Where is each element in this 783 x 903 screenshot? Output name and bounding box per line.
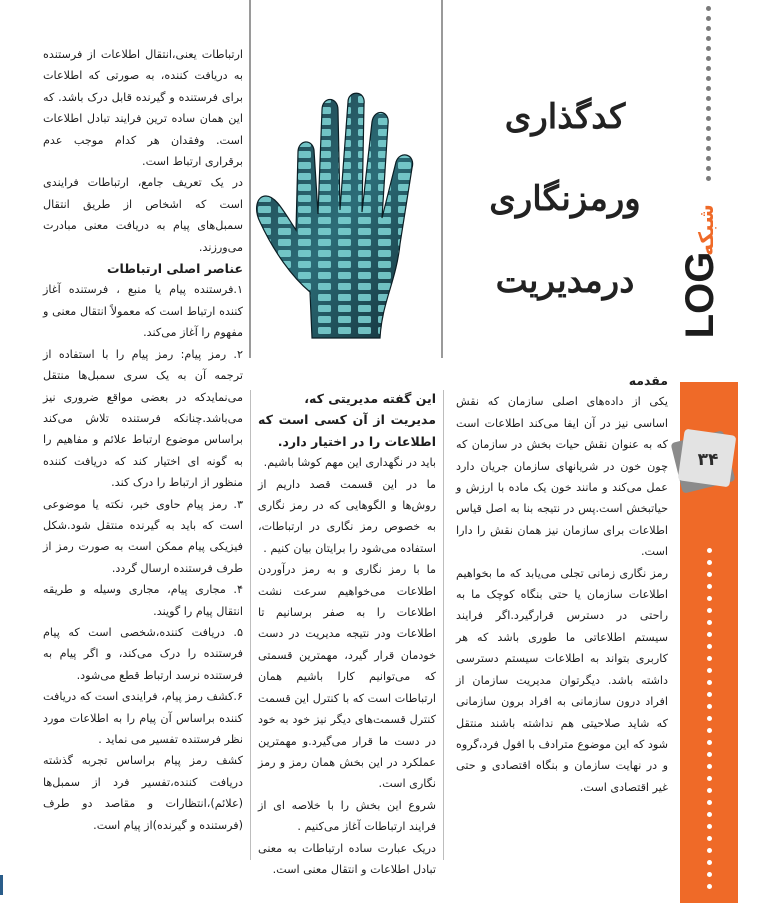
- keypad-key: [298, 206, 311, 213]
- keypad-key: [338, 327, 351, 334]
- keypad-key: [278, 294, 291, 301]
- decorative-dots: [703, 0, 713, 195]
- keypad-key: [278, 173, 291, 180]
- decorative-dot: [707, 740, 712, 745]
- decorative-dot: [707, 644, 712, 649]
- keypad-key: [358, 250, 371, 257]
- logo-persian-text: شبکه: [694, 204, 718, 256]
- keypad-key: [258, 250, 271, 257]
- keypad-key: [318, 140, 331, 147]
- title-line-1: کدگذاری: [504, 97, 626, 137]
- keypad-key: [298, 173, 311, 180]
- keypad-key: [258, 151, 271, 158]
- keypad-key: [418, 151, 431, 158]
- keypad-key: [318, 305, 331, 312]
- keypad-key: [298, 184, 311, 191]
- keypad-key: [378, 162, 391, 169]
- decorative-dot: [706, 136, 711, 141]
- decorative-dot: [706, 126, 711, 131]
- decorative-dot: [706, 96, 711, 101]
- keypad-key: [358, 283, 371, 290]
- decorative-dot: [707, 872, 712, 877]
- keypad-key: [378, 250, 391, 257]
- decorative-dot: [707, 764, 712, 769]
- keypad-key: [378, 228, 391, 235]
- keypad-key: [298, 250, 311, 257]
- keypad-key: [338, 250, 351, 257]
- paragraph: شروع این بخش را با خلاصه ای از فرایند ارتباطات آغاز می‌کنیم .: [258, 798, 436, 834]
- keypad-key: [378, 96, 391, 103]
- keypad-key: [278, 107, 291, 114]
- decorative-dot: [707, 548, 712, 553]
- keypad-key: [398, 107, 411, 114]
- keypad-key: [318, 107, 331, 114]
- keypad-key: [318, 239, 331, 246]
- keypad-key: [298, 129, 311, 136]
- paragraph: در یک تعریف جامع، ارتباطات فرایندی است که اشخاص از طریق انتقال سمبل‌های پیام به دریافت معنی مبادرت می‌ورزند.: [43, 176, 243, 254]
- keypad-key: [298, 118, 311, 125]
- keypad-key: [298, 107, 311, 114]
- keypad-key: [378, 272, 391, 279]
- keypad-key: [398, 250, 411, 257]
- keypad-key: [418, 206, 431, 213]
- column-divider: [249, 0, 251, 358]
- keypad-key: [318, 195, 331, 202]
- keypad-key: [418, 294, 431, 301]
- paragraph: ما در این قسمت قصد داریم از روش‌ها و الگوهایی که در رمز نگاری به خصوص رمز نگاری در ارتباطات، استفاده می‌شود را برایتان بیان کنیم .: [258, 477, 436, 555]
- decorative-dot: [707, 812, 712, 817]
- keypad-key: [378, 151, 391, 158]
- keypad-key: [298, 162, 311, 169]
- keypad-key: [378, 195, 391, 202]
- keypad-key: [278, 129, 291, 136]
- decorative-dot: [707, 668, 712, 673]
- keypad-key: [338, 129, 351, 136]
- decorative-dot: [707, 836, 712, 841]
- keypad-key: [318, 283, 331, 290]
- keypad-key: [318, 250, 331, 257]
- decorative-dot: [707, 680, 712, 685]
- keypad-key: [338, 107, 351, 114]
- keypad-key: [358, 162, 371, 169]
- keypad-key: [258, 96, 271, 103]
- strip-dots: [704, 548, 714, 898]
- keypad-key: [278, 118, 291, 125]
- keypad-key: [318, 206, 331, 213]
- keypad-key: [258, 272, 271, 279]
- keypad-key: [258, 261, 271, 268]
- keypad-key: [358, 129, 371, 136]
- keypad-key: [418, 283, 431, 290]
- paragraph: ۳. رمز پیام حاوی خبر، نکته یا موضوعی است که باید به گیرنده منتقل شود.شکل فیزیکی پیام ممکن است به صورت رمز از طرف فرستنده ارسال گردد.: [43, 497, 243, 575]
- decorative-dot: [707, 608, 712, 613]
- keypad-key: [338, 316, 351, 323]
- keypad-key: [338, 283, 351, 290]
- keypad-key: [358, 305, 371, 312]
- keypad-key: [358, 316, 371, 323]
- keypad-key: [258, 184, 271, 191]
- keypad-key: [258, 283, 271, 290]
- keypad-key: [418, 261, 431, 268]
- keypad-key: [378, 261, 391, 268]
- keypad-key: [378, 283, 391, 290]
- keypad-key: [378, 239, 391, 246]
- keypad-key: [418, 250, 431, 257]
- keypad-key: [398, 327, 411, 334]
- keypad-key: [298, 261, 311, 268]
- keypad-key: [338, 118, 351, 125]
- keypad-key: [358, 217, 371, 224]
- keypad-key: [318, 217, 331, 224]
- keypad-key: [318, 184, 331, 191]
- decorative-dot: [706, 176, 711, 181]
- paragraph: کشف رمز پیام براساس تجربه گذشته دریافت کننده،تفسیر فرد از سمبل‌ها (علائم)،انتظارات و مقاصد دو طرف (فرستنده و گیرنده)از پیام است.: [43, 754, 243, 832]
- section-heading: عناصر اصلی ارتباطات: [106, 261, 243, 277]
- keypad-key: [418, 228, 431, 235]
- keypad-key: [258, 129, 271, 136]
- keypad-key: [298, 195, 311, 202]
- keypad-key: [338, 162, 351, 169]
- keypad-key: [358, 206, 371, 213]
- keypad-key: [278, 327, 291, 334]
- keypad-key: [418, 239, 431, 246]
- keypad-key: [318, 228, 331, 235]
- keypad-key: [298, 239, 311, 246]
- paragraph: ۲. رمز پیام: رمز پیام را با استفاده از ترجمه آن به یک سری سمبل‌ها منتقل می‌نمایدکه در بعضی مواقع ضروری نیز می‌باشد.چنانکه فرستنده تلاش می‌کند براساس موضوع ارتباط علائم و مفاهیم را به گونه ای اختیار کند که دریافت کننده منظور از ارتباط را درک کند.: [43, 347, 243, 490]
- decorative-dot: [706, 156, 711, 161]
- decorative-dot: [706, 56, 711, 61]
- keypad-key: [278, 316, 291, 323]
- page-number: ۳۴: [697, 450, 719, 470]
- keypad-key: [398, 118, 411, 125]
- decorative-dot: [707, 884, 712, 889]
- keypad-key: [298, 294, 311, 301]
- paragraph: یکی از داده‌های اصلی سازمان که نقش اساسی نیز در آن ایفا می‌کند اطلاعات است که به عنوان نقش حیات بخش در سازمان که چون خون در شریانهای سازمان جریان دارد عمل می‌کند و مانند خون یک ماده با ارزش و حیاتبخش است.پس در نتیجه بنا به اصل قیاس اطلاعات برای سازمان نیز همان نقش را دارا است.: [456, 395, 668, 559]
- keypad-key: [338, 305, 351, 312]
- keypad-key: [418, 129, 431, 136]
- keypad-key: [338, 228, 351, 235]
- keypad-key: [398, 140, 411, 147]
- keypad-key: [418, 195, 431, 202]
- decorative-dot: [706, 86, 711, 91]
- decorative-dot: [706, 36, 711, 41]
- decorative-dot: [707, 692, 712, 697]
- keypad-key: [358, 327, 371, 334]
- decorative-dot: [707, 704, 712, 709]
- keypad-key: [258, 206, 271, 213]
- hand-keypad-illustration: [252, 92, 438, 338]
- keypad-key: [378, 129, 391, 136]
- keypad-key: [418, 327, 431, 334]
- keypad-key: [398, 96, 411, 103]
- section-heading: مقدمه: [628, 373, 668, 388]
- decorative-dot: [707, 572, 712, 577]
- keypad-key: [418, 96, 431, 103]
- keypad-key: [278, 250, 291, 257]
- keypad-key: [298, 96, 311, 103]
- decorative-dot: [707, 788, 712, 793]
- keypad-key: [398, 272, 411, 279]
- keypad-key: [258, 327, 271, 334]
- keypad-key: [258, 305, 271, 312]
- title-line-3: درمدیریت: [495, 261, 635, 301]
- keypad-key: [278, 96, 291, 103]
- right-column: [456, 370, 668, 798]
- keypad-key: [358, 173, 371, 180]
- decorative-dot: [707, 752, 712, 757]
- keypad-key: [298, 327, 311, 334]
- keypad-key: [298, 316, 311, 323]
- keypad-key: [278, 140, 291, 147]
- decorative-dot: [706, 16, 711, 21]
- keypad-key: [398, 283, 411, 290]
- keypad-key: [398, 173, 411, 180]
- keypad-key: [258, 316, 271, 323]
- keypad-key: [298, 272, 311, 279]
- keypad-key: [398, 162, 411, 169]
- decorative-dot: [707, 848, 712, 853]
- paragraph: دریک عبارت ساده ارتباطات به معنی تبادل اطلاعات و انتقال معنی است.: [258, 841, 436, 876]
- keypad-key: [258, 118, 271, 125]
- left-column: [43, 44, 243, 836]
- keypad-key: [278, 228, 291, 235]
- decorative-dot: [707, 632, 712, 637]
- column-divider: [250, 390, 251, 860]
- decorative-dot: [706, 66, 711, 71]
- keypad-key: [418, 272, 431, 279]
- decorative-dot: [707, 716, 712, 721]
- keypad-key: [358, 272, 371, 279]
- keypad-key: [358, 239, 371, 246]
- keypad-key: [298, 217, 311, 224]
- decorative-dot: [707, 728, 712, 733]
- article-title: [470, 97, 660, 346]
- keypad-key: [338, 217, 351, 224]
- keypad-key: [358, 195, 371, 202]
- decorative-dot: [707, 656, 712, 661]
- keypad-key: [358, 228, 371, 235]
- keypad-key: [318, 261, 331, 268]
- keypad-key: [418, 173, 431, 180]
- keypad-key: [378, 140, 391, 147]
- decorative-dot: [706, 76, 711, 81]
- keypad-key: [418, 184, 431, 191]
- decorative-dot: [707, 800, 712, 805]
- decorative-dot: [707, 596, 712, 601]
- keypad-key: [338, 272, 351, 279]
- decorative-dot: [707, 776, 712, 781]
- keypad-key: [418, 217, 431, 224]
- keypad-key: [378, 118, 391, 125]
- paragraph: ما با رمز نگاری و به رمز درآوردن اطلاعات می‌خواهیم سرعت نشت اطلاعات را به صفر برسانیم تا اطلاعات ودر نتیجه مدیریت در دست خودمان قرار گیرد، مهمترین قسمتی که می‌توانیم کارا باشیم همان ارتباطات است که با کنترل این قسمت کنترل قسمت‌های دیگر نیز خود به خود در دست ما قرار می‌گیرد.و مهمترین عملکرد در این بخش همان رمز و رمز نگاری است.: [258, 563, 436, 791]
- keypad-key: [418, 162, 431, 169]
- title-line-2: ورمزنگاری: [489, 179, 641, 219]
- magazine-logo: [678, 200, 738, 370]
- keypad-key: [258, 294, 271, 301]
- paragraph: ۵. دریافت کننده،شخصی است که پیام فرستنده را درک می‌کند، و اگر پیام به فرستنده نرسد ارتباط قطع می‌شود.: [43, 625, 243, 682]
- keypad-key: [278, 272, 291, 279]
- keypad-key: [398, 305, 411, 312]
- paragraph: ۶.کشف رمز پیام، فرایندی است که دریافت کننده براساس آن پیام را به اطلاعات مورد نظر فرستنده تفسیر می نماید .: [43, 690, 243, 746]
- decorative-dot: [707, 824, 712, 829]
- keypad-key: [258, 140, 271, 147]
- logo-log-text: LOG: [678, 251, 722, 339]
- keypad-key: [398, 228, 411, 235]
- paragraph: باید در نگهداری این مهم کوشا باشیم.: [263, 456, 436, 470]
- keypad-key: [278, 195, 291, 202]
- keypad-key: [278, 184, 291, 191]
- decorative-dot: [707, 584, 712, 589]
- keypad-key: [258, 173, 271, 180]
- keypad-key: [318, 118, 331, 125]
- decorative-dot: [707, 860, 712, 865]
- keypad-key: [318, 327, 331, 334]
- decorative-dot: [706, 166, 711, 171]
- keypad-key: [278, 162, 291, 169]
- paragraph: رمز نگاری زمانی تجلی می‌یابد که ما بخواهیم اطلاعات سازمان یا حتی بنگاه کوچک ما به راحتی در دسترس قرارگیرد.اگر فرایند سیستم اطلاعاتی ما طوری باشد که هر کاربری بتواند به اطلاعات سیستم دسترسی داشته باشد. دیگرتوان مدیریت سازمان از افراد درون سازمانی به افراد برون سازمانی که شاید صلاحیتی هم نداشته باشند منتقل شود که این موضوع مترادف با افول فرد،گروه و در نهایت سازمان و بنگاه اقتصادی و حتی غیر اقتصادی است.: [456, 566, 668, 794]
- decorative-dot: [707, 620, 712, 625]
- keypad-key: [278, 217, 291, 224]
- keypad-key: [378, 316, 391, 323]
- keypad-key: [258, 107, 271, 114]
- edge-mark: [0, 875, 3, 895]
- keypad-key: [398, 195, 411, 202]
- keypad-key: [358, 261, 371, 268]
- paragraph: ارتباطات یعنی،انتقال اطلاعات از فرستنده به دریافت کننده، به صورتی که اطلاعات برای فرستنده و گیرنده قابل درک باشد. که این همان ساده ترین فرایند تبادل اطلاعات است. وفقدان هر کدام موجب عدم برقراری ارتباط است.: [43, 48, 243, 169]
- keypad-key: [358, 294, 371, 301]
- keypad-key: [338, 239, 351, 246]
- keypad-key: [398, 261, 411, 268]
- keypad-key: [398, 129, 411, 136]
- keypad-key: [318, 316, 331, 323]
- decorative-dot: [706, 106, 711, 111]
- decorative-dot: [706, 116, 711, 121]
- keypad-key: [418, 140, 431, 147]
- keypad-key: [418, 107, 431, 114]
- keypad-key: [418, 316, 431, 323]
- keypad-key: [358, 118, 371, 125]
- keypad-key: [398, 294, 411, 301]
- keypad-key: [318, 294, 331, 301]
- keypad-key: [278, 305, 291, 312]
- quote: مدیریت از آن کسی است که اطلاعات را در اختیار دارد.: [258, 412, 436, 449]
- keypad-key: [298, 151, 311, 158]
- decorative-dot: [706, 6, 711, 11]
- keypad-key: [298, 305, 311, 312]
- paragraph: ۱.فرستنده پیام یا منبع ، فرستنده آغاز کننده ارتباط است که معمولاً انتقال معنی و مفهوم را آغاز می‌کند.: [43, 283, 243, 340]
- keypad-key: [398, 316, 411, 323]
- decorative-dot: [706, 146, 711, 151]
- decorative-dot: [706, 26, 711, 31]
- middle-column: [258, 388, 436, 880]
- paragraph: ۴. مجاری پیام، مجاری وسیله و طریقه انتقال پیام را گویند.: [43, 583, 243, 618]
- keypad-key: [278, 283, 291, 290]
- column-divider: [443, 390, 444, 860]
- keypad-key: [258, 162, 271, 169]
- quote-intro: این گفته مدیریتی که،: [304, 391, 436, 406]
- keypad-key: [298, 228, 311, 235]
- keypad-key: [418, 118, 431, 125]
- keypad-key: [338, 261, 351, 268]
- keypad-key: [378, 294, 391, 301]
- column-divider: [441, 0, 443, 358]
- keypad-key: [318, 272, 331, 279]
- keypad-key: [378, 217, 391, 224]
- decorative-dot: [707, 560, 712, 565]
- keypad-key: [418, 305, 431, 312]
- keypad-key: [318, 129, 331, 136]
- keypad-key: [278, 239, 291, 246]
- decorative-dot: [706, 46, 711, 51]
- keypad-key: [338, 294, 351, 301]
- keypad-key: [278, 151, 291, 158]
